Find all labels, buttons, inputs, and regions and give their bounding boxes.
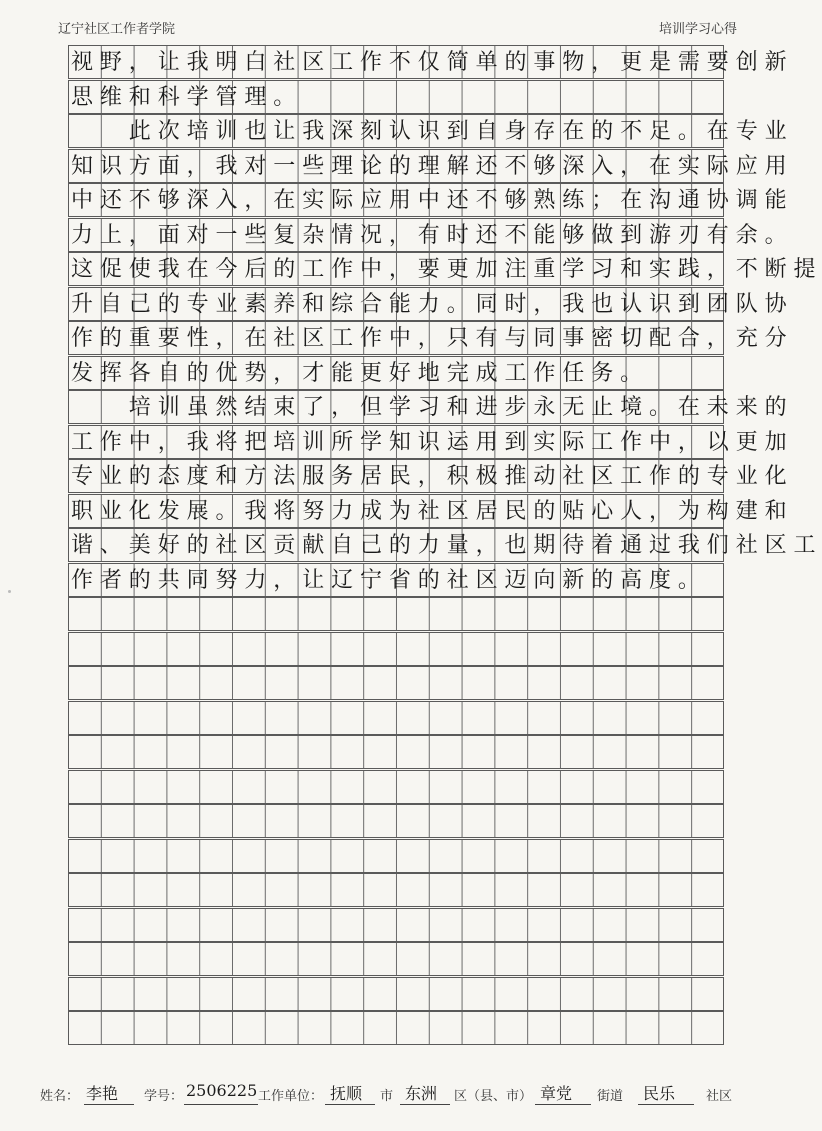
handwritten-line: [71, 841, 723, 873]
page-header: [58, 18, 737, 40]
name-value: 李艳: [86, 1084, 119, 1103]
grid-row: [68, 942, 724, 976]
grid-row: [68, 873, 724, 907]
handwritten-line: 发挥各自的优势，才能更好地完成工作任务。: [71, 360, 650, 386]
district-label: 区（县、市）: [454, 1089, 533, 1104]
grid-row: [68, 632, 724, 666]
work-unit-label: 工作单位：: [258, 1089, 324, 1104]
handwritten-line: [71, 703, 723, 735]
handwritten-line: [71, 1013, 723, 1045]
handwritten-line: 谐、美好的社区贡献自己的力量，也期待着通过我们社区工: [71, 533, 822, 558]
handwritten-line: 升自己的专业素养和综合能力。同时，我也认识到团队协: [71, 291, 794, 317]
grid-row: [68, 494, 794, 528]
grid-row: [68, 1011, 724, 1045]
grid-row: [68, 770, 724, 804]
street-label: 街道: [597, 1089, 624, 1104]
street-value: 章党: [540, 1084, 573, 1103]
grid-row: [68, 183, 794, 217]
grid-row: [68, 252, 822, 286]
grid-row: [68, 459, 794, 493]
grid-row: [68, 839, 724, 873]
handwritten-line: 职业化发展。我将努力成为社区居民的贴心人，为构建和: [71, 498, 794, 524]
grid-row: [68, 701, 724, 735]
grid-row: [68, 666, 724, 700]
handwritten-line: [71, 875, 723, 907]
handwritten-line: [71, 772, 723, 804]
handwritten-line: [71, 668, 723, 700]
community-underline: [638, 1104, 694, 1105]
writing-grid: [68, 45, 822, 1045]
handwritten-line: 专业的态度和方法服务居民，积极推动社区工作的专业化: [71, 464, 794, 489]
name-underline: [84, 1104, 134, 1105]
handwritten-line: 工作中，我将把培训所学知识运用到实际工作中，以更加: [71, 429, 794, 455]
handwritten-line: [71, 599, 723, 631]
city-value: 抚顺: [330, 1084, 363, 1103]
grid-row: [68, 977, 724, 1011]
community-value: 民乐: [643, 1084, 676, 1103]
grid-row: [68, 390, 794, 424]
community-label: 社区: [706, 1089, 733, 1104]
paper-speck: [8, 590, 11, 593]
grid-row: [68, 735, 724, 769]
grid-row: [68, 597, 724, 631]
district-value: 东洲: [405, 1084, 438, 1103]
handwritten-line: [71, 806, 723, 838]
district-underline: [400, 1104, 450, 1105]
handwritten-line: 中还不够深入，在实际应用中还不够熟练；在沟通协调能: [71, 188, 794, 213]
handwritten-line: [71, 944, 723, 976]
grid-row: [68, 804, 724, 838]
city-label: 市: [380, 1089, 394, 1104]
grid-row: [68, 528, 822, 562]
grid-row: [68, 149, 794, 183]
handwritten-line: 作者的共同努力，让辽宁省的社区迈向新的高度。: [71, 567, 707, 593]
grid-row: [68, 287, 794, 321]
handwritten-line: 思维和科学管理。: [71, 84, 303, 110]
grid-row: [68, 563, 724, 597]
document-type-label: 培训学习心得: [658, 22, 737, 37]
handwritten-line: [71, 910, 723, 942]
handwritten-line: [71, 737, 723, 769]
grid-row: [68, 425, 794, 459]
name-label: 姓名：: [40, 1089, 80, 1104]
grid-row: [68, 356, 724, 390]
student-id-value: 2506225: [186, 1081, 258, 1100]
handwritten-line: 此次培训也让我深刻认识到自身存在的不足。在专业: [71, 119, 794, 144]
city-underline: [325, 1104, 375, 1105]
handwritten-line: 力上，面对一些复杂情况，有时还不能够做到游刃有余。: [71, 222, 794, 248]
handwritten-line: 这促使我在今后的工作中，要更加注重学习和实践，不断提: [71, 257, 822, 282]
handwritten-line: 知识方面，我对一些理论的理解还不够深入，在实际应用: [71, 153, 794, 179]
grid-row: [68, 80, 724, 114]
grid-row: [68, 321, 794, 355]
student-id-label: 学号：: [144, 1089, 184, 1104]
handwritten-line: 视野，让我明白社区工作不仅简单的事物，更是需要创新: [71, 50, 794, 75]
handwritten-line: 培训虽然结束了，但学习和进步永无止境。在未来的: [71, 395, 794, 420]
handwritten-line: 作的重要性，在社区工作中，只有与同事密切配合，充分: [71, 326, 794, 351]
street-underline: [535, 1104, 591, 1105]
handwritten-line: [71, 634, 723, 666]
grid-row: [68, 114, 794, 148]
student-id-underline: [184, 1104, 258, 1105]
grid-row: [68, 45, 794, 79]
signature-footer: [40, 1083, 749, 1107]
grid-row: [68, 218, 794, 252]
handwritten-line: [71, 979, 723, 1011]
grid-row: [68, 908, 724, 942]
academy-name: 辽宁社区工作者学院: [58, 22, 176, 37]
